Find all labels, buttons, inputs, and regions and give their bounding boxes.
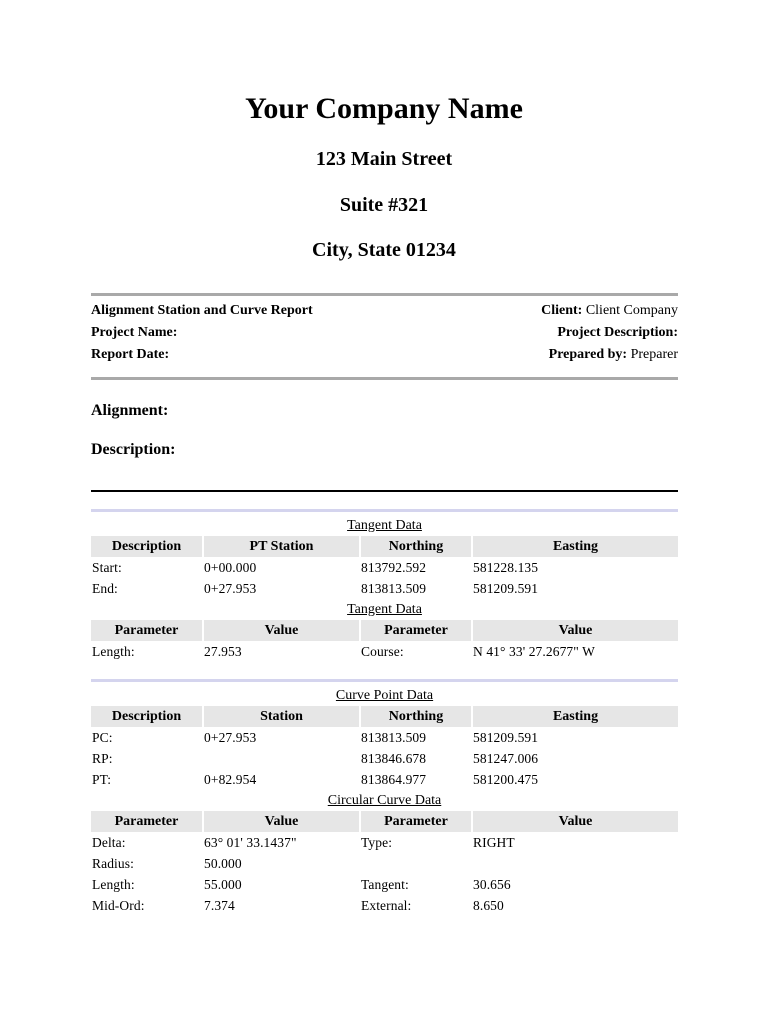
table-caption: Tangent Data	[347, 518, 422, 533]
table-cell: PC:	[92, 730, 113, 745]
table-cell: 63° 01' 33.1437"	[204, 835, 297, 850]
table-cell: RIGHT	[473, 835, 515, 850]
column-header: PT Station	[203, 536, 360, 557]
table-cell: RP:	[92, 751, 113, 766]
table-cell: 813864.977	[361, 772, 427, 787]
table-cell: 0+82.954	[204, 772, 257, 787]
table-cell: Length:	[92, 877, 135, 892]
column-header: Parameter	[91, 620, 203, 641]
column-header: Northing	[360, 536, 472, 557]
column-header: Easting	[472, 706, 678, 727]
table-cell: 0+00.000	[204, 560, 257, 575]
column-header: Value	[203, 620, 360, 641]
column-header: Value	[203, 811, 360, 832]
prepared-by-label: Prepared by:	[548, 347, 628, 362]
tangent-point-table	[91, 515, 678, 662]
table-cell: 8.650	[473, 898, 504, 913]
report-date-label: Report Date:	[91, 347, 170, 362]
address-line-2: Suite #321	[339, 194, 429, 216]
column-header: Parameter	[360, 620, 472, 641]
curve-point-table	[91, 685, 678, 916]
table-row	[91, 832, 678, 853]
table-cell: Length:	[92, 644, 135, 659]
table-cell: Start:	[92, 560, 122, 575]
table-cell: N 41° 33' 27.2677" W	[473, 644, 595, 659]
table-cell: Type:	[361, 835, 393, 850]
column-header: Value	[472, 620, 678, 641]
table-cell: 813813.509	[361, 730, 427, 745]
column-header: Parameter	[360, 811, 472, 832]
column-header: Northing	[360, 706, 472, 727]
table-row	[91, 769, 678, 790]
client-label: Client:	[541, 303, 583, 318]
project-name-label: Project Name:	[91, 325, 178, 340]
column-header: Parameter	[91, 811, 203, 832]
table-caption: Circular Curve Data	[327, 793, 442, 808]
project-description-label: Project Description:	[557, 325, 678, 340]
report-meta-left	[91, 300, 313, 366]
table-cell: Course:	[361, 644, 404, 659]
table-cell: PT:	[92, 772, 112, 787]
table-cell: 27.953	[204, 644, 242, 659]
column-header: Station	[203, 706, 360, 727]
table-cell: 0+27.953	[204, 730, 257, 745]
tangent-block-divider	[91, 509, 678, 512]
table-cell: End:	[92, 581, 118, 596]
table-caption: Curve Point Data	[335, 688, 434, 703]
table-row	[91, 727, 678, 748]
column-header: Easting	[472, 536, 678, 557]
header-divider-top	[91, 293, 678, 296]
report-meta-right	[541, 300, 678, 366]
table-cell: Delta:	[92, 835, 126, 850]
table-cell: 813813.509	[361, 581, 427, 596]
client-value: Client Company	[585, 303, 678, 318]
table-cell: 7.374	[204, 898, 235, 913]
company-name: Your Company Name	[245, 92, 523, 125]
table-cell	[203, 748, 360, 769]
table-row	[91, 748, 678, 769]
table-cell: 581200.475	[473, 772, 539, 787]
table-cell: 581209.591	[473, 581, 539, 596]
table-cell: Mid-Ord:	[92, 898, 145, 913]
address-line-3: City, State 01234	[312, 239, 456, 261]
section-divider	[91, 490, 678, 492]
table-cell: 581228.135	[473, 560, 539, 575]
table-cell: 0+27.953	[204, 581, 257, 596]
table-row	[91, 895, 678, 916]
curve-block-divider	[91, 679, 678, 682]
table-cell: 581247.006	[473, 751, 539, 766]
table-cell: 813846.678	[361, 751, 427, 766]
table-caption: Tangent Data	[347, 602, 422, 617]
table-row	[91, 641, 678, 662]
table-cell: 581209.591	[473, 730, 539, 745]
table-row	[91, 874, 678, 895]
description-label: Description:	[91, 441, 176, 458]
table-row	[91, 557, 678, 578]
table-row	[91, 578, 678, 599]
report-title: Alignment Station and Curve Report	[91, 303, 313, 318]
column-header: Value	[472, 811, 678, 832]
alignment-label: Alignment:	[91, 402, 169, 419]
table-cell	[360, 853, 472, 874]
table-cell	[472, 853, 678, 874]
table-cell: Radius:	[92, 856, 134, 871]
header-divider-bottom	[91, 377, 678, 380]
table-cell: 30.656	[473, 877, 511, 892]
column-header: Description	[91, 536, 203, 557]
prepared-by-value: Preparer	[630, 347, 678, 362]
table-cell: 50.000	[204, 856, 242, 871]
table-cell: Tangent:	[361, 877, 409, 892]
table-cell: External:	[361, 898, 412, 913]
table-cell: 55.000	[204, 877, 242, 892]
table-cell: 813792.592	[361, 560, 427, 575]
table-row	[91, 853, 678, 874]
column-header: Description	[91, 706, 203, 727]
address-line-1: 123 Main Street	[315, 148, 453, 170]
